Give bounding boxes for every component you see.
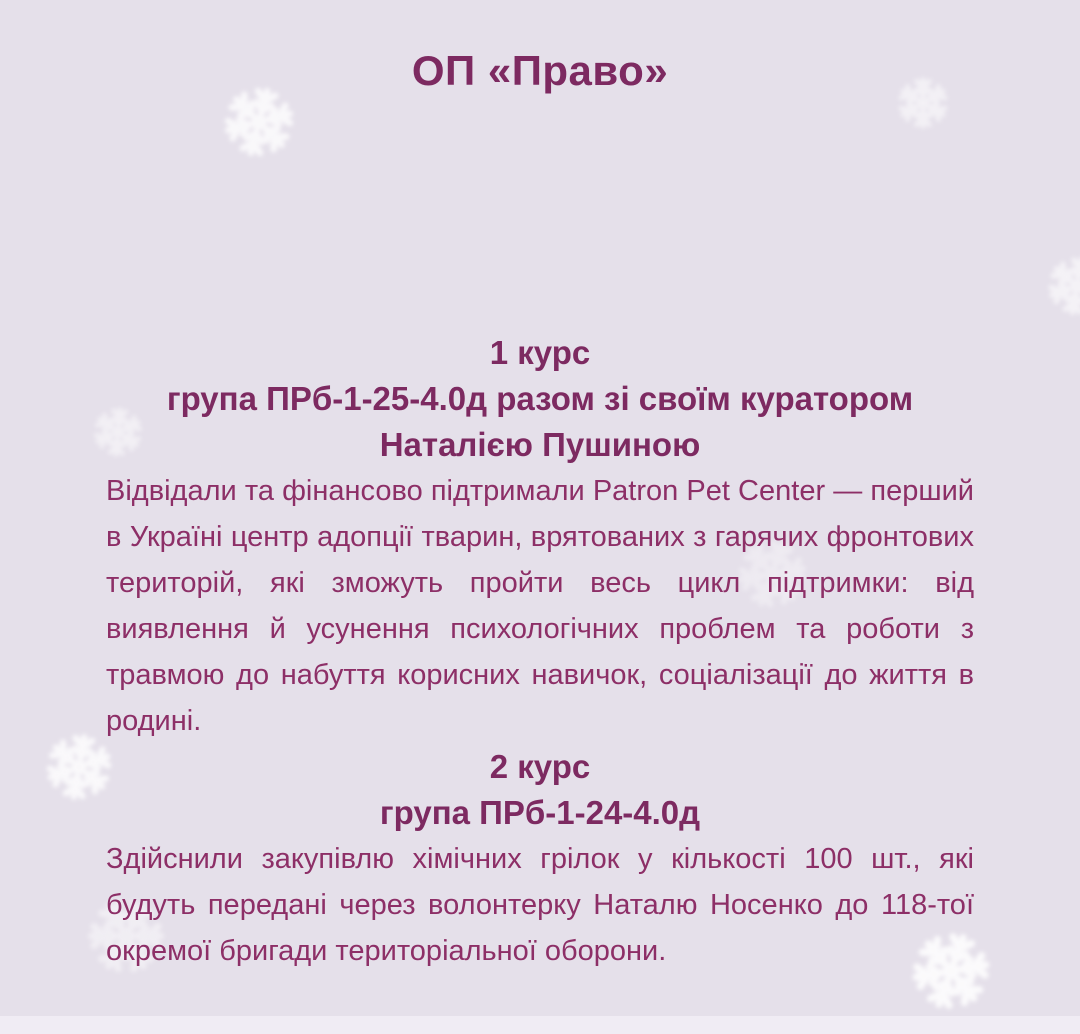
bottom-strip [0, 1016, 1080, 1034]
section-body-paragraph: Здійснили закупівлю хімічних грілок у кількості 100 шт., які будуть передані через волонтерку Наталю Носенко до 118-тої окремої бригади територіальної оборони. [106, 843, 974, 967]
section-body-paragraph: Відвідали та фінансово підтримали Patron Pet Center — перший в Україні центр адопції тварин, врятованих з гарячих фронтових територій, які зможуть пройти весь цикл підтримки: від виявлення й усунення психологічних проблем та роботи з травмою до набуття корисних навичок, соціалізації до життя в родині. [106, 475, 974, 737]
section-course-1 [106, 330, 974, 744]
page-title: ОП «Право» [411, 47, 669, 94]
section-heading-line: 1 курс [489, 334, 591, 371]
snowflake-icon [1041, 250, 1080, 322]
section-heading-line: 2 курс [489, 748, 591, 785]
section-heading-line: Наталією Пушиною [379, 426, 701, 463]
section-course-2 [106, 744, 974, 974]
section-heading-line: група ПРб-1-24-4.0д [379, 794, 701, 831]
content-block [0, 330, 1080, 974]
section-heading-line: група ПРб-1-25-4.0д разом зі своїм куратором [166, 380, 914, 417]
